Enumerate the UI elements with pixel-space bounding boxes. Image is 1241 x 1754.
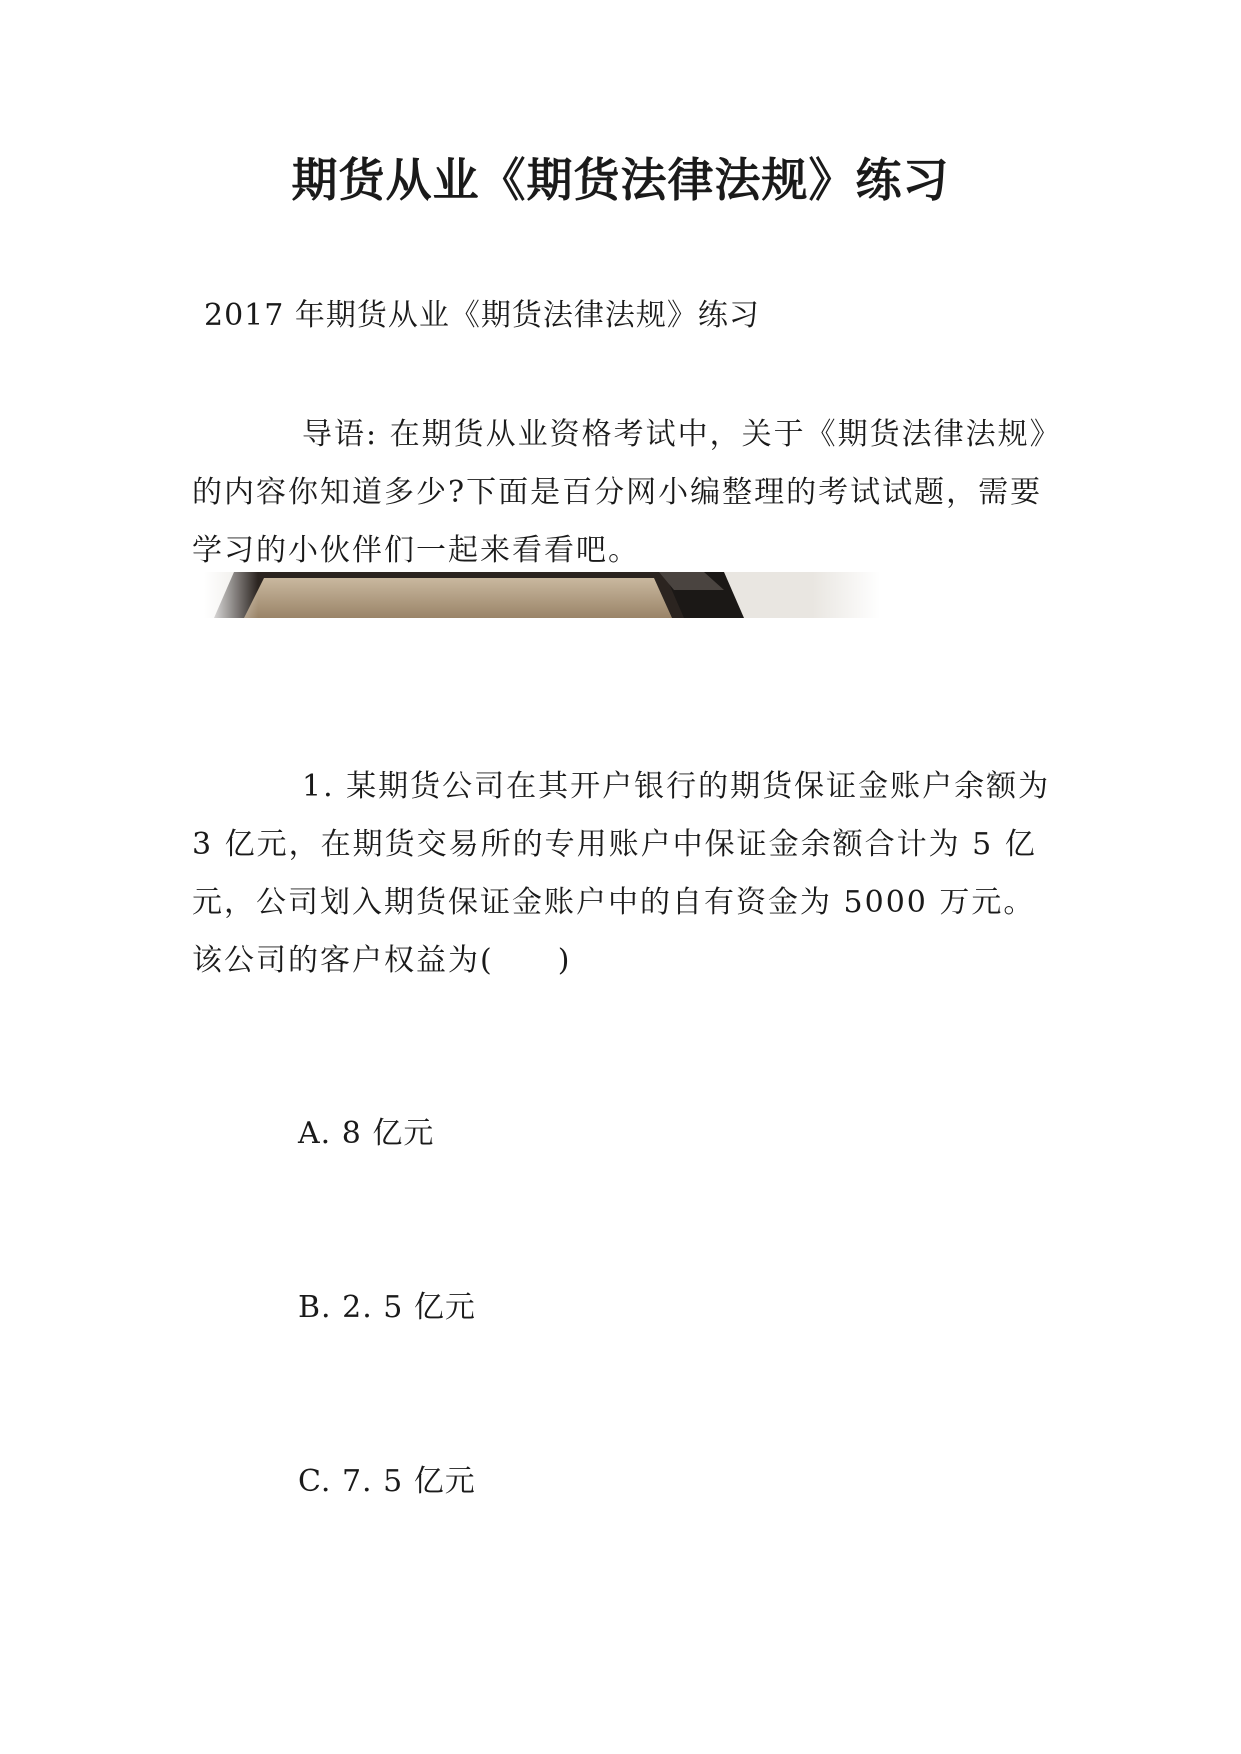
intro-paragraph: 导语: 在期货从业资格考试中，关于《期货法律法规》的内容你知道多少?下面是百分网小编整理的考试试题，需要学习的小伙伴们一起来看看吧。 (192, 417, 1062, 568)
book-photo-icon (204, 572, 880, 618)
option-b: B. 2. 5 亿元 (298, 1290, 476, 1325)
book-image (204, 572, 880, 618)
page-title: 期货从业《期货法律法规》练习 (291, 153, 950, 207)
option-a: A. 8 亿元 (298, 1116, 435, 1151)
subtitle: 2017 年期货从业《期货法律法规》练习 (204, 298, 760, 333)
question-text: 1. 某期货公司在其开户银行的期货保证金账户余额为 3 亿元，在期货交易所的专用账户中保证金余额合计为 5 亿元，公司划入期货保证金账户中的自有资金为 5000 万元。该公司的客户权益为( ) (192, 769, 1051, 978)
option-c: C. 7. 5 亿元 (298, 1464, 476, 1499)
